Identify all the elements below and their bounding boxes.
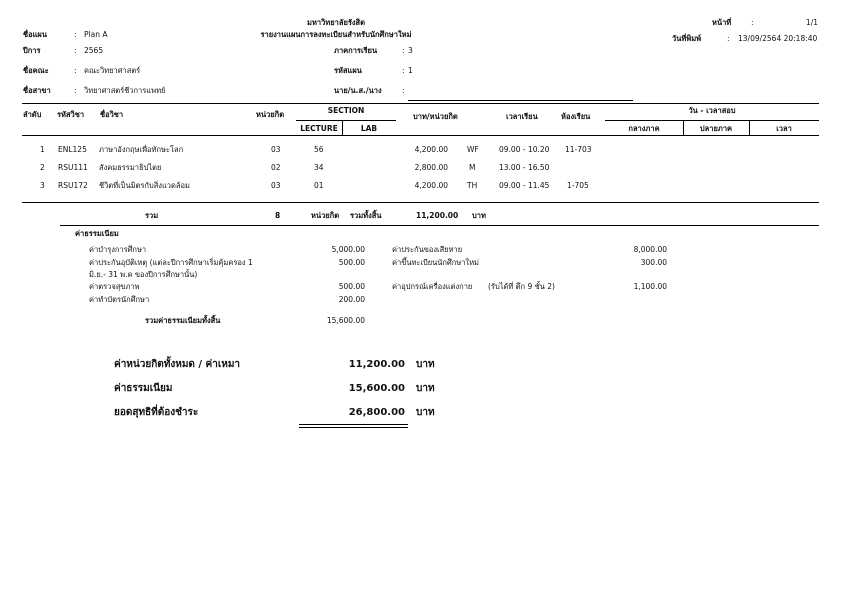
university-name: มหาวิทยาลัยรังสิต: [307, 18, 365, 27]
fee-item-label: ค่าอุปกรณ์เครื่องแต่งกาย: [392, 282, 473, 291]
plan-code-label: รหัสแผน: [334, 66, 362, 75]
row-fee: 2,800.00: [414, 163, 448, 172]
row-no: 3: [40, 181, 45, 190]
page-value: 1/1: [805, 18, 818, 27]
major-value: วิทยาศาสตร์ชีวการแพทย์: [84, 86, 166, 95]
semester-value: 3: [408, 46, 413, 55]
col-final: ปลายภาค: [699, 124, 733, 133]
fee-item-label: ค่าตรวจสุขภาพ: [89, 282, 140, 291]
major-colon: :: [74, 86, 77, 95]
fees-total-label: รวมค่าธรรมเนียมทั้งสิ้น: [145, 316, 221, 325]
total-credits: 8: [275, 211, 281, 220]
fee-item-value: 500.00: [338, 282, 365, 291]
plan-label: ชื่อแผน: [23, 30, 47, 39]
col-credit: หน่วยกิต: [256, 110, 285, 119]
fee-item-value: 5,000.00: [331, 245, 365, 254]
row-lecture: 01: [314, 181, 324, 190]
col-no: ลำดับ: [23, 110, 42, 119]
table-top-rule: [22, 103, 819, 104]
section-sub-rule: [296, 120, 396, 121]
net-double-underline-1: [299, 424, 408, 425]
table-header-bottom-rule: [22, 135, 819, 136]
col-room: ห้องเรียน: [561, 112, 591, 121]
col-exam: วัน - เวลาสอบ: [688, 106, 736, 115]
row-code: RSU111: [58, 163, 88, 172]
col-exam-time: เวลา: [776, 124, 792, 133]
print-date-colon: :: [727, 34, 730, 43]
row-time: 09.00 - 11.45: [499, 181, 550, 190]
major-label: ชื่อสาขา: [23, 86, 51, 95]
net-double-underline-2: [299, 427, 408, 428]
row-room: 11-703: [565, 145, 592, 154]
row-day: WF: [467, 145, 479, 154]
row-day: M: [469, 163, 476, 172]
year-value: 2565: [84, 46, 104, 55]
row-name: ชีวิตที่เป็นมิตรกับสิ่งแวดล้อม: [99, 181, 190, 190]
col-section: SECTION: [327, 106, 365, 115]
row-time: 09.00 - 10.20: [499, 145, 550, 154]
plan-colon: :: [74, 30, 77, 39]
fee-item-value: 300.00: [640, 258, 667, 267]
total-sum-label: รวมทั้งสิ้น: [350, 211, 382, 220]
total-currency: บาท: [472, 211, 486, 220]
summary-fee-value: 15,600.00: [348, 383, 405, 394]
total-label: รวม: [145, 211, 159, 220]
student-name-underline: [408, 100, 633, 101]
row-fee: 4,200.00: [414, 181, 448, 190]
student-name-label: นาย/น.ส./นาง: [334, 86, 382, 95]
fee-item-label: ค่าขึ้นทะเบียนนักศึกษาใหม่: [392, 258, 479, 267]
row-code: RSU172: [58, 181, 88, 190]
row-name: ภาษาอังกฤษเพื่อทักษะโลก: [99, 145, 184, 154]
fee-item-label-cont: มิ.ย.- 31 พ.ค ของปีการศึกษานั้น): [89, 270, 198, 279]
fee-item-label: ค่าทำบัตรนักศึกษา: [89, 295, 150, 304]
col-lab: LAB: [360, 124, 378, 133]
summary-fee-label: ค่าธรรมเนียม: [114, 383, 173, 394]
fee-item-label: ค่าประกันอุบัติเหตุ (แต่ละปีการศึกษาเริ่มคุ้มครอง 1: [89, 258, 253, 267]
row-no: 1: [40, 145, 45, 154]
fee-item-value: 8,000.00: [633, 245, 667, 254]
col-fee: บาท/หน่วยกิต: [413, 112, 458, 121]
col-code: รหัสวิชา: [57, 110, 85, 119]
total-sum-value: 11,200.00: [416, 211, 459, 220]
row-credit: 03: [271, 145, 281, 154]
page-label: หน้าที่: [712, 18, 732, 27]
fee-item-value: 1,100.00: [633, 282, 667, 291]
col-midterm: กลางภาค: [628, 124, 660, 133]
row-day: TH: [467, 181, 478, 190]
col-name: ชื่อวิชา: [100, 110, 124, 119]
print-date-label: วันที่พิมพ์: [672, 34, 702, 43]
fees-title: ค่าธรรมเนียม: [75, 229, 119, 238]
summary-net-currency: บาท: [416, 407, 435, 418]
fee-item-note: (รับได้ที่ ตึก 9 ชั้น 2): [488, 282, 555, 291]
total-top-rule: [22, 202, 819, 203]
fee-item-label: ค่าบำรุงการศึกษา: [89, 245, 147, 254]
page-colon: :: [751, 18, 754, 27]
faculty-colon: :: [74, 66, 77, 75]
summary-credit-value: 11,200.00: [348, 359, 405, 370]
col-time: เวลาเรียน: [506, 112, 538, 121]
exam-sub-rule: [605, 120, 819, 121]
plan-value: Plan A: [84, 30, 108, 39]
row-name: สังคมธรรมาธิปไตย: [99, 163, 162, 172]
summary-credit-label: ค่าหน่วยกิตทั้งหมด / ค่าเหมา: [114, 359, 241, 370]
total-credit-unit: หน่วยกิต: [311, 211, 340, 220]
summary-net-value: 26,800.00: [348, 407, 405, 418]
faculty-label: ชื่อคณะ: [23, 66, 49, 75]
row-code: ENL125: [58, 145, 87, 154]
row-lecture: 34: [314, 163, 324, 172]
faculty-value: คณะวิทยาศาสตร์: [84, 66, 141, 75]
row-time: 13.00 - 16.50: [499, 163, 550, 172]
plan-code-value: 1: [408, 66, 413, 75]
summary-fee-currency: บาท: [416, 383, 435, 394]
semester-colon: :: [402, 46, 405, 55]
fee-item-value: 500.00: [338, 258, 365, 267]
row-room: 1-705: [567, 181, 589, 190]
semester-label: ภาคการเรียน: [334, 46, 378, 55]
plan-code-colon: :: [402, 66, 405, 75]
summary-net-label: ยอดสุทธิที่ต้องชำระ: [114, 407, 199, 418]
summary-credit-currency: บาท: [416, 359, 435, 370]
report-title: รายงานแผนการลงทะเบียนสำหรับนักศึกษาใหม่: [260, 30, 412, 39]
student-name-colon: :: [402, 86, 405, 95]
total-bottom-rule: [60, 225, 819, 226]
year-colon: :: [74, 46, 77, 55]
year-label: ปีการ: [23, 46, 41, 55]
row-no: 2: [40, 163, 45, 172]
fee-item-value: 200.00: [338, 295, 365, 304]
row-credit: 03: [271, 181, 281, 190]
row-lecture: 56: [314, 145, 324, 154]
col-lecture: LECTURE: [300, 124, 338, 133]
fees-total-value: 15,600.00: [326, 316, 365, 325]
row-credit: 02: [271, 163, 281, 172]
fee-item-label: ค่าประกันของเสียหาย: [392, 245, 463, 254]
row-fee: 4,200.00: [414, 145, 448, 154]
print-date-value: 13/09/2564 20:18:40: [738, 34, 818, 43]
